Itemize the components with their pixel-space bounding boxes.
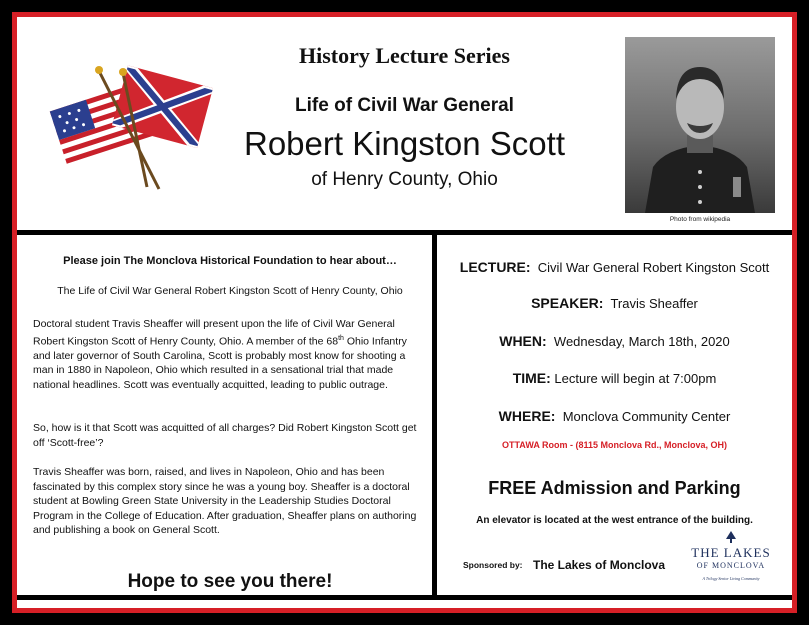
free-admission-heading: FREE Admission and Parking — [488, 478, 741, 498]
header-section — [17, 17, 792, 230]
divider-bottom — [17, 595, 792, 600]
logo-line-1: THE LAKES — [691, 545, 771, 560]
paragraph-intro-part-a: Doctoral student Travis Sheaffer will present upon the life of Civil War General Robert Kingston Scott of Henry County, Ohio. A member of the 68 — [33, 318, 395, 347]
flyer — [12, 12, 797, 613]
invitation-heading: Please join The Monclova Historical Foundation to hear about… — [63, 255, 397, 267]
paragraph-intro-part-b: Ohio Infantry and later governor of South Carolina, Scott is probably most know for shooting a man in 1880 in Napoleon, Ohio which resulted in a sensational trial that made national headlines. Scott was eventually acquitted, leading to public outrage. — [33, 335, 407, 391]
time-value: Lecture will begin at 7:00pm — [554, 371, 717, 386]
time-label: TIME: — [512, 370, 551, 386]
when-label: WHEN: — [499, 333, 547, 349]
time-row — [437, 370, 792, 386]
lecture-label: LECTURE: — [459, 259, 531, 275]
paragraph-intro — [33, 317, 427, 392]
topic-line: The Life of Civil War General Robert Kingston Scott of Henry County, Ohio — [57, 285, 403, 297]
ordinal-suffix: th — [338, 334, 344, 342]
where-label: WHERE: — [498, 408, 556, 424]
logo-line-2: OF MONCLOVA — [696, 561, 766, 570]
sponsor-name: The Lakes of Monclova — [533, 558, 666, 572]
logo-tree-icon — [716, 531, 746, 543]
where-value: Monclova Community Center — [562, 409, 731, 424]
elevator-note: An elevator is located at the west entrance of the building. — [476, 515, 753, 526]
when-row — [437, 333, 792, 349]
photo-credit: Photo from wikipedia — [669, 216, 731, 223]
paragraph-speaker-bio: Travis Sheaffer was born, raised, and lives in Napoleon, Ohio and has been fascinated by this complex story since he was a young boy. Sheaffer is a doctoral student at Bowling Green State University in the Leadership Studies Doctoral Program in the College of Education. After graduation, Sheaffer plans on authoring and publishing a book on General Scott. — [33, 466, 417, 536]
logo-tagline: A Trilogy Senior Living Community — [702, 576, 760, 581]
lecture-row — [437, 259, 792, 275]
lecture-value: Civil War General Robert Kingston Scott — [537, 260, 770, 275]
lakes-of-monclova-logo — [691, 531, 771, 581]
lecture-series-title: History Lecture Series — [299, 43, 510, 68]
room-address: OTTAWA Room - (8115 Monclova Rd., Monclova, OH) — [501, 440, 728, 450]
portrait-silhouette-icon — [625, 37, 775, 213]
closing-line: Hope to see you there! — [127, 571, 333, 592]
speaker-row — [437, 295, 792, 311]
divider-horizontal — [17, 230, 792, 235]
paragraph-question: So, how is it that Scott was acquitted of all charges? Did Robert Kingston Scott get off ‘Scott-free’? — [33, 422, 417, 449]
when-value: Wednesday, March 18th, 2020 — [553, 334, 730, 349]
lecture-subtitle: Life of Civil War General — [295, 95, 514, 116]
general-portrait-photo — [625, 37, 775, 213]
speaker-label: SPEAKER: — [531, 295, 604, 311]
speaker-value: Travis Sheaffer — [610, 296, 698, 311]
county-line: of Henry County, Ohio — [311, 169, 498, 190]
where-row — [437, 408, 792, 424]
general-name: Robert Kingston Scott — [243, 125, 565, 162]
sponsored-by-label: Sponsored by: — [463, 560, 523, 570]
